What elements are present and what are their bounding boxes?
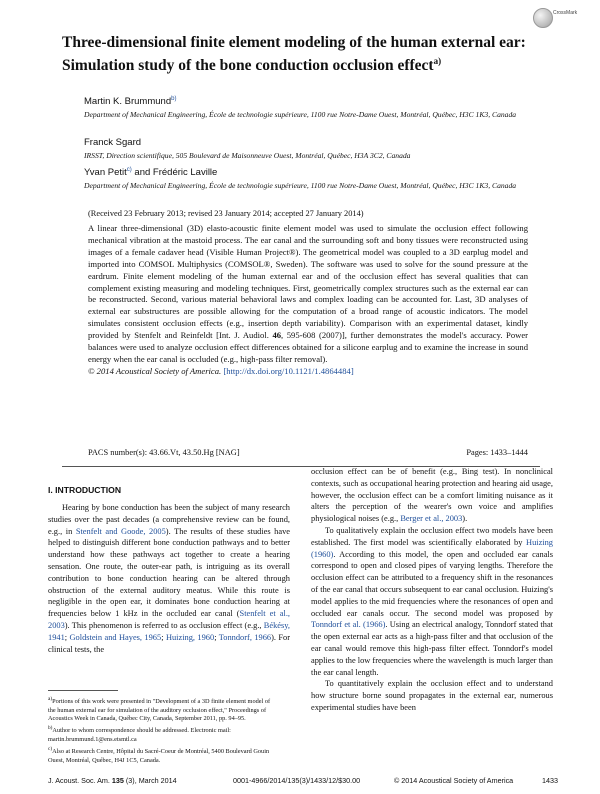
- right-paragraph-3: To quantitatively explain the occlusion effect and to understand how structure borne sound propagates in the external ear, numerous experimental studies have been: [311, 679, 553, 712]
- footnote-divider: [48, 690, 118, 691]
- right-text-4: . According to this model, the open and occluded ear canals correspond to open and closed pipes of varying lengths. Therefore the occlusion effect can be attributed to a frequency shift in the resonances of the ear canal that occurs subsequent to ear canal occlusion. Huizing's model applies to the mid frequencies where the resonances of open and occluded ear canals occur. The second model was proposed by: [311, 549, 553, 618]
- ref-stenfelt-2003[interactable]: Stenfelt et al., 2003: [48, 609, 291, 630]
- footer-page-number: 1433: [542, 776, 558, 785]
- right-text-1: occlusion effect can be of benefit (e.g., Bing test). In nonclinical contexts, such as occupational hearing protection and hearing aid usage, however, the occlusion effect can be a comfort limiting nuisance as it alters the perception of the wearer's own voice and amplifies physiological noises (e.g.,: [311, 467, 553, 524]
- ref-separator: ;: [214, 632, 219, 642]
- right-text-3: To qualitatively explain the occlusion effect two models have been established. The first model was scientifically elaborated by: [311, 525, 553, 547]
- author-3-name: Yvan Petit: [84, 167, 127, 179]
- title-footnote-mark: a): [433, 56, 442, 66]
- footnote-mark: c): [48, 746, 53, 753]
- footnotes: [48, 695, 278, 766]
- ref-huizing-1960[interactable]: Huizing (1960): [311, 537, 553, 559]
- abstract-volume: 46: [272, 330, 282, 341]
- crossmark-icon: [533, 8, 553, 28]
- abstract-copyright: © 2014 Acoustical Society of America.: [88, 365, 222, 376]
- author-1-name: Martin K. Brummund: [84, 96, 172, 108]
- footer-issue: (3), March 2014: [123, 776, 177, 785]
- crossmark-label: CrossMark: [553, 10, 578, 16]
- abstract: [88, 223, 528, 378]
- footer-copyright: © 2014 Acoustical Society of America: [394, 776, 514, 785]
- right-paragraph-1: [311, 466, 553, 525]
- intro-paragraph: [48, 502, 290, 655]
- abstract-text-2: , 595-608 (2007)], further demonstrates the model's accuracy. Power balances were used to analyze occlusion effect differences obtained for a silicone earplug and to examine the increase in sound energy when the ear canal is occluded (e.g., high-pass filter removal).: [88, 330, 528, 364]
- footer-journal: [48, 776, 177, 785]
- affiliation-1: Department of Mechanical Engineering, École de technologie supérieure, 1100 rue Notre-Dame Ouest, Montréal, Québec, H3C 1K3, Canada: [84, 110, 517, 119]
- intro-text-4: ). For clinical tests, the: [48, 632, 291, 654]
- footnote-text: Portions of this work were presented in "Development of a 3D finite element model of the human external ear for simulation of the auditory occlusion effect," Proceedings of Acoustics Week in Canada, Québec City, Canada, September 2011, pp. 94–95.: [48, 698, 271, 722]
- ref-separator: ;: [161, 632, 166, 642]
- pacs-line: [88, 448, 528, 457]
- ref-separator: ;: [64, 632, 70, 642]
- intro-text-1: Hearing by bone conduction has been the subject of many research studies over the past decades (a comprehensive review can be found, e.g., in: [48, 503, 290, 536]
- author-4-name: and Frédéric Laville: [131, 167, 218, 179]
- right-column: [311, 466, 553, 714]
- affiliation-3: Department of Mechanical Engineering, École de technologie supérieure, 1100 rue Notre-Dame Ouest, Montréal, Québec, H3C 1K3, Canada: [84, 181, 517, 190]
- author-1: [84, 96, 176, 107]
- intro-text-2: ). The results of these studies have helped to distinguish different bone conduction pathways and to better understand how these pathways act together to create a hearing sensation. One route, the outer-ear path, is intriguing as its overall contribution to bone conduction hearing can be altered through obstruction of the external auditory meatus. While this route is negligible in the open ear, it dominates bone conduction hearing at frequencies below 1 kHz in the occluded ear canal (: [48, 526, 290, 619]
- intro-text-3: ). This phenomenon is referred to as occlusion effect (e.g.,: [64, 620, 264, 630]
- ref-goldstein-hayes[interactable]: Goldstein and Hayes, 1965: [69, 632, 162, 642]
- footer-volume: 135: [111, 776, 124, 785]
- right-text-5: . Using an electrical analogy, Tonndorf stated that the open external ear acts as a high-pass filter and that occlusion of the ear canal would remove this high-pass filter effect. Tonndorf's model applies to the low frequencies where the wavelength is much larger than the ear canal length.: [311, 620, 553, 677]
- paper-title: [62, 34, 542, 75]
- author-2: [84, 137, 141, 148]
- right-text-2: ).: [462, 514, 468, 524]
- footnote-c: [48, 745, 278, 765]
- left-column: [48, 485, 290, 655]
- footnote-text: Also at Research Centre, Hôpital du Sacré-Coeur de Montréal, 5400 Boulevard Gouin Ouest, Montréal, Québec, H4J 1C5, Canada.: [48, 748, 270, 764]
- affiliation-2: IRSST, Direction scientifique, 505 Boulevard de Maisonneuve Ouest, Montréal, Québec, H3A 3C2, Canada: [84, 151, 411, 160]
- ref-bekesy[interactable]: Békésy, 1941: [48, 620, 290, 642]
- footnote-mark: b): [48, 725, 53, 732]
- ref-stenfelt-goode[interactable]: Stenfelt and Goode, 2005: [75, 526, 166, 536]
- author-2-name: Franck Sgard: [84, 137, 142, 148]
- footer-code: 0001-4966/2014/135(3)/1433/12/$30.00: [233, 776, 361, 785]
- page-range: Pages: 1433–1444: [466, 448, 528, 457]
- footnote-text: Author to whom correspondence should be addressed. Electronic mail: martin.brummund.1@ens.etsmtl.ca: [48, 727, 231, 743]
- ref-tonndorf-1966[interactable]: Tonndorf et al. (1966): [311, 620, 386, 630]
- received-dates: (Received 23 February 2013; revised 23 January 2014; accepted 27 January 2014): [88, 209, 364, 218]
- doi-link[interactable]: [http://dx.doi.org/10.1121/1.4864484]: [223, 365, 354, 376]
- pacs-numbers: PACS number(s): 43.66.Vt, 43.50.Hg [NAG]: [88, 448, 240, 457]
- author-3: [84, 167, 217, 178]
- ref-huizing[interactable]: Huizing, 1960: [165, 632, 215, 642]
- author-3-mark[interactable]: c): [126, 167, 132, 173]
- section-heading-introduction: I. INTRODUCTION: [48, 485, 122, 495]
- footer-journal-name: J. Acoust. Soc. Am.: [48, 776, 112, 785]
- ref-tonndorf[interactable]: Tonndorf, 1966: [218, 632, 272, 642]
- right-paragraph-2: [311, 525, 553, 678]
- footnote-a: [48, 695, 278, 723]
- title-text: Three-dimensional finite element modeling of the human external ear: Simulation study of the bone conduction occlusion effect: [62, 34, 526, 75]
- footnote-b: [48, 724, 278, 744]
- author-1-mark[interactable]: b): [171, 96, 177, 102]
- abstract-text-1: A linear three-dimensional (3D) elasto-acoustic finite element model was used to simulate the occlusion effect following mechanical vibration at the mastoid process. The ear canal and the surrounding soft and bony tissues were reconstructed using images of a female cadaver head (Visible Human Project®). The geometrical model was coupled to a 3D earplug model and imported into COMSOL Multiphysics (COMSOL®, Sweden). The software was used to solve for the sound pressure at the eardrum. Finite element modeling of the human external ear and of the occlusion effect has several qualities that can complement existing measuring and modeling techniques. First, geometrically complex structures such as the external ear can be reconstructed. Second, various material behavioral laws and complex loading can be accounted for. Last, 3D analyses of external ear substructures are possible allowing for the computation of a broad range of acoustic indicators. The model simulates consistent occlusion effects (e.g., insertion depth variability). Comparison with an experimental dataset, kindly provided by Stenfelt and Reinfeldt [Int. J. Audiol.: [88, 223, 528, 341]
- footnote-mark: a): [48, 696, 53, 702]
- ref-berger[interactable]: Berger et al., 2003: [400, 514, 463, 524]
